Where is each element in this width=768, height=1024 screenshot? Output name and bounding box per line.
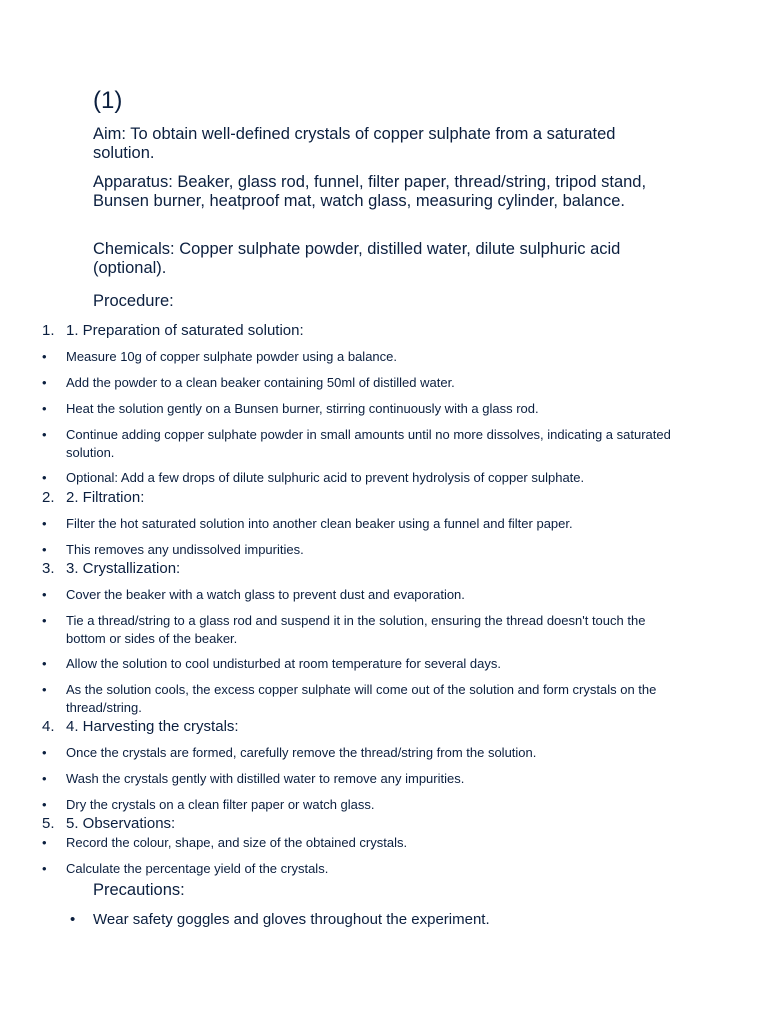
bullet-icon: • xyxy=(42,835,47,850)
list-item-text: Add the powder to a clean beaker containing 50ml of distilled water. xyxy=(66,375,455,390)
chemicals-paragraph: Chemicals: Copper sulphate powder, distilled water, dilute sulphuric acid (optional). xyxy=(93,240,621,277)
section-title: 1. Preparation of saturated solution: xyxy=(66,322,304,339)
bullet-icon: • xyxy=(42,542,47,557)
bullet-icon: • xyxy=(42,516,47,531)
list-item-text: Cover the beaker with a watch glass to prevent dust and evaporation. xyxy=(66,587,465,602)
bullet-icon: • xyxy=(42,682,47,697)
apparatus-paragraph: Apparatus: Beaker, glass rod, funnel, filter paper, thread/string, tripod stand, Bunsen burner, heatproof mat, watch glass, measuring cylinder, balance. xyxy=(93,173,647,210)
bullet-icon: • xyxy=(42,861,47,876)
section-number: 4. xyxy=(42,718,55,735)
document-heading: (1) xyxy=(93,87,123,114)
bullet-icon: • xyxy=(42,613,47,628)
section-number: 1. xyxy=(42,322,55,339)
section-title: 2. Filtration: xyxy=(66,489,145,506)
bullet-icon: • xyxy=(42,745,47,760)
list-item-text: Tie a thread/string to a glass rod and suspend it in the solution, ensuring the thread doesn't touch the bottom or sides of the beaker. xyxy=(66,613,646,646)
list-item-text: Dry the crystals on a clean filter paper or watch glass. xyxy=(66,797,375,812)
procedure-heading: Procedure: xyxy=(93,292,174,310)
list-item-text: Filter the hot saturated solution into another clean beaker using a funnel and filter paper. xyxy=(66,516,573,531)
bullet-icon: • xyxy=(42,771,47,786)
list-item-text: Continue adding copper sulphate powder in small amounts until no more dissolves, indicating a saturated solution. xyxy=(66,427,671,460)
bullet-icon: • xyxy=(42,587,47,602)
list-item-text: Measure 10g of copper sulphate powder using a balance. xyxy=(66,349,397,364)
section-title: 5. Observations: xyxy=(66,815,176,832)
bullet-icon: • xyxy=(42,470,47,485)
list-item-text: Wear safety goggles and gloves throughout the experiment. xyxy=(93,911,490,928)
list-item-text: This removes any undissolved impurities. xyxy=(66,542,304,557)
bullet-icon: • xyxy=(42,797,47,812)
section-title: 4. Harvesting the crystals: xyxy=(66,718,239,735)
bullet-icon: • xyxy=(42,349,47,364)
list-item-text: Allow the solution to cool undisturbed at room temperature for several days. xyxy=(66,656,502,671)
section-title: 3. Crystallization: xyxy=(66,560,181,577)
bullet-icon: • xyxy=(42,375,47,390)
section-number: 5. xyxy=(42,815,55,832)
bullet-icon: • xyxy=(70,911,76,928)
list-item-text: Once the crystals are formed, carefully remove the thread/string from the solution. xyxy=(66,745,537,760)
bullet-icon: • xyxy=(42,656,47,671)
list-item-text: Wash the crystals gently with distilled water to remove any impurities. xyxy=(66,771,465,786)
precautions-heading: Precautions: xyxy=(93,881,185,899)
list-item-text: Heat the solution gently on a Bunsen burner, stirring continuously with a glass rod. xyxy=(66,401,539,416)
list-item-text: As the solution cools, the excess copper sulphate will come out of the solution and form crystals on the thread/string. xyxy=(66,682,657,715)
section-number: 3. xyxy=(42,560,55,577)
bullet-icon: • xyxy=(42,401,47,416)
list-item-text: Optional: Add a few drops of dilute sulphuric acid to prevent hydrolysis of copper sulphate. xyxy=(66,470,585,485)
section-number: 2. xyxy=(42,489,55,506)
aim-paragraph: Aim: To obtain well-defined crystals of copper sulphate from a saturated solution. xyxy=(93,125,616,162)
bullet-icon: • xyxy=(42,427,47,442)
list-item-text: Record the colour, shape, and size of the obtained crystals. xyxy=(66,835,408,850)
list-item-text: Calculate the percentage yield of the crystals. xyxy=(66,861,329,876)
